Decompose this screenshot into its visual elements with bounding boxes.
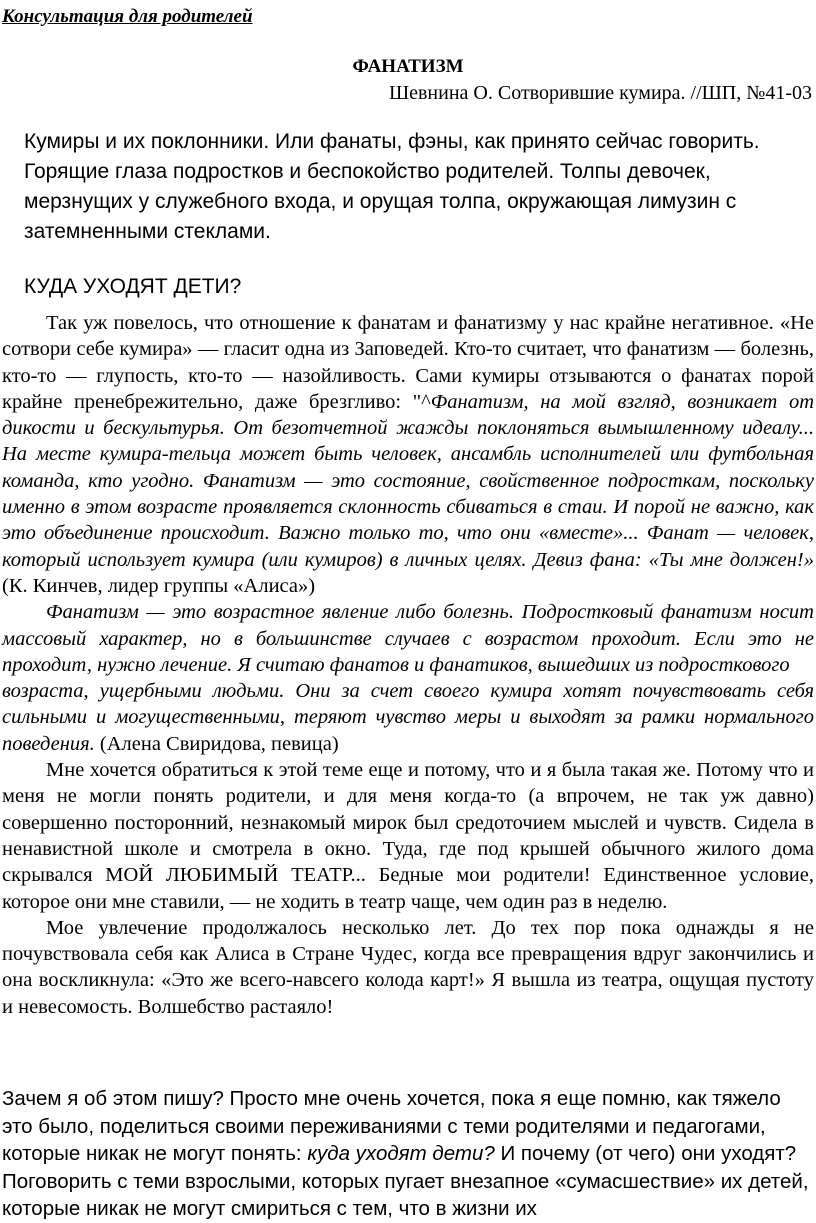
paragraph-3: Мне хочется обратиться к этой теме еще и потому, что и я была такая же. Потому что и меня не могли понять родители, и для меня когда-то (а впрочем, не так уж давно) совершенно посторонний, незнакомый мирок был средоточием мыслей и чувств. Сидела в ненавистной школе и смотрела в окно. Туда, где под крышей обычного жилого дома скрывался МОЙ ЛЮБИМЫЙ ТЕАТР... Бедные мои родители! Единственное условие, которое они мне ставили, — не ходить в театр чаще, чем один раз в неделю. [2,759,814,913]
closing-question: куда уходят дети? [307,1142,495,1165]
kinchev-quote: Фанатизм, на мой взгляд, возникает от дикости и бескультурья. От безотчетной жажды поклоняться вымышленному идеалу... На месте кумира-тельца может быть человек, ансамбль исполнителей или футбольная команда, кто угодно. Фанатизм — это состояние, свойственное подросткам, поскольку именно в этом возрасте проявляется склонность сбиваться в стаи. И порой не важно, как это объединение происходит. Важно только то, что они «вместе»... Фанат — человек, который использует кумира (или кумиров) в личных целях. Девиз фана: «Ты мне должен!» [2,390,814,571]
closing-block [2,1085,814,1223]
paragraph-1 [2,310,814,599]
article-body [2,310,814,1020]
section-heading: КУДА УХОДЯТ ДЕТИ? [24,275,242,298]
sviridova-quote-a: Фанатизм — это возрастное явление либо болезнь. Подростковый фанатизм носит массовый характер, но в большинстве случаев с возрастом проходит. Если это не проходит, нужно лечение. Я считаю фанатов и фанатиков, вышедших из подросткового [2,601,814,676]
kinchev-attribution: (К. Кинчев, лидер группы «Алиса») [2,574,316,597]
intro-block [24,127,784,247]
closing-paragraph [2,1085,814,1223]
paragraph-2 [2,599,814,678]
sviridova-attribution: (Алена Свиридова, певица) [94,732,339,755]
paragraph-1-lead: Так уж повелось, что отношение к фанатам и фанатизму у нас крайне негативное. «Не сотвори себе кумира» — гласит одна из Заповедей. Кто-то считает, что фанатизм — болезнь, кто-то — глупость, кто-то — назойливость. Сами кумиры отзываются о фанатах порой крайне пренебрежительно, даже брезгливо: "^ [2,312,814,413]
sviridova-quote-b: возраста, ущербными людьми. Они за счет своего кумира хотят почувствовать себя сильными и могущественными, теряют чувство меры и выходят за рамки нормального поведения. [2,680,814,755]
consultation-header: Консультация для родителей [2,6,253,27]
intro-paragraph: Кумиры и их поклонники. Или фанаты, фэны, как принято сейчас говорить. Горящие глаза подростков и беспокойство родителей. Толпы девочек, мерзнущих у служебного входа, и орущая толпа, окружающая лимузин с затемненными стеклами. [24,130,760,243]
paragraph-4: Мое увлечение продолжалось несколько лет. До тех пор пока однажды я не почувствовала себя как Алиса в Стране Чудес, когда все превращения вдруг закончились и она воскликнула: «Это же всего-навсего колода карт!» Я вышла из театра, ощущая пустоту и невесомость. Волшебство растаяло! [2,916,814,1018]
closing-tail: И почему (от чего) они уходят? Поговорить с теми взрослыми, которых пугает внезапное «сумасшествие» их детей, которые никак не могут смириться с тем, что в жизни их [2,1142,809,1220]
closing-lead: Зачем я об этом пишу? Просто мне очень хочется, пока я еще помню, как тяжело это было, поделиться своими переживаниями с теми родителями и педагогами, которые никак не могут понять: [2,1087,781,1165]
article-title: ФАНАТИЗМ [352,56,464,77]
article-source: Шевнина О. Сотворившие кумира. //ШП, №41-03 [388,82,812,104]
paragraph-2-continued [2,678,814,757]
